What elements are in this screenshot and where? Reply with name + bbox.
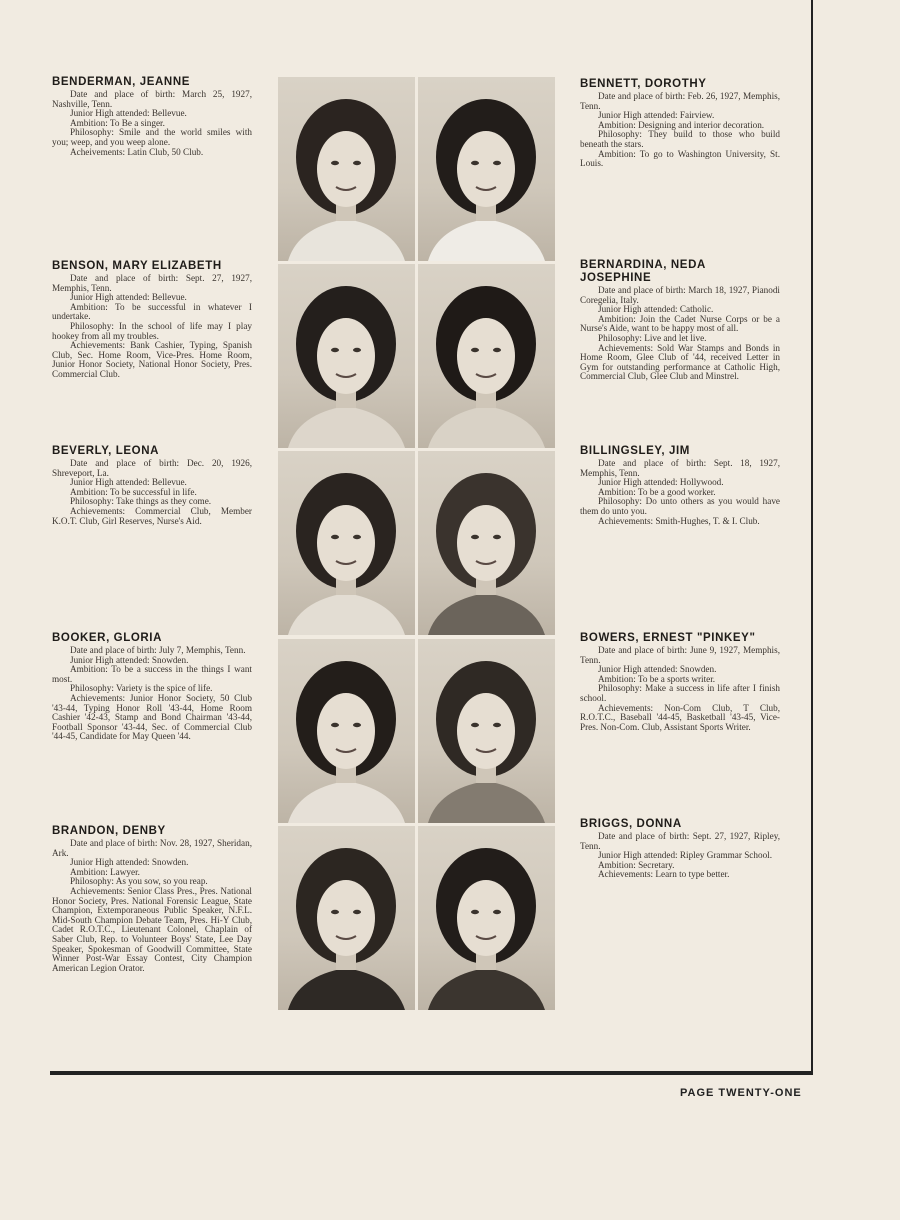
bio-line: Junior High attended: Bellevue.: [70, 292, 187, 303]
entry-benderman: [52, 76, 252, 157]
bio-line: Ambition: Join the Cadet Nurse Corps or be a Nurse's Aide, want to be happy most of all.: [580, 313, 780, 334]
bio-line: Philosophy: Take things as they come.: [70, 496, 212, 507]
student-bio: [580, 92, 780, 169]
bio-line: Ambition: To be successful in whatever I undertake.: [52, 301, 252, 322]
bio-line: Ambition: To be a success in the things I want most.: [52, 664, 252, 684]
bio-line: Junior High attended: Snowden.: [598, 664, 717, 675]
bio-line: Ambition: To be a good worker.: [598, 486, 716, 497]
entry-billingsley: [580, 445, 780, 526]
entry-briggs: [580, 818, 780, 880]
portrait-silhouette: [418, 826, 555, 1010]
bio-line: Philosophy: As you sow, so you reap.: [70, 876, 208, 887]
bio-line: Date and place of birth: Sept. 27, 1927, Memphis, Tenn.: [52, 273, 252, 293]
bio-line: Achievements: Learn to type better.: [598, 869, 730, 880]
student-bio: [52, 459, 252, 526]
bio-line: Junior High attended: Fairview.: [598, 110, 715, 121]
bio-line: Junior High attended: Bellevue.: [70, 477, 187, 488]
page-number: PAGE TWENTY-ONE: [680, 1087, 802, 1099]
bio-line: Philosophy: Do unto others as you would have them do unto you.: [580, 496, 780, 516]
portrait-photo: [278, 639, 415, 823]
portrait-silhouette: [278, 826, 415, 1010]
bio-line: Date and place of birth: July 7, Memphis, Tenn.: [70, 645, 246, 655]
student-name: BENNETT, DOROTHY: [580, 78, 707, 90]
portrait-photo: [418, 264, 555, 448]
portrait-silhouette: [418, 451, 555, 635]
student-bio: [52, 646, 252, 742]
student-name: BENSON, MARY ELIZABETH: [52, 260, 222, 272]
bio-line: Junior High attended: Snowden.: [70, 654, 189, 665]
portrait-silhouette: [278, 77, 415, 261]
bio-line: Date and place of birth: Dec. 20, 1926, Shreveport, La.: [52, 458, 252, 478]
bio-line: Achievements: Sold War Stamps and Bonds in Home Room, Glee Club of '44, received Letter in Gym for outstanding performance at Catholic High, Commercial Club, Glee Club and Minstrel.: [580, 342, 780, 382]
student-bio: [580, 459, 780, 526]
bio-line: Achievements: Commercial Club, Member K.O.T. Club, Girl Reserves, Nurse's Aid.: [52, 505, 252, 526]
bio-line: Date and place of birth: March 25, 1927, Nashville, Tenn.: [52, 89, 252, 109]
student-name: BENDERMAN, JEANNE: [52, 76, 190, 88]
bio-line: Junior High attended: Catholic.: [598, 304, 714, 315]
bio-line: Ambition: To go to Washington University, St. Louis.: [580, 148, 780, 169]
student-name: BOWERS, ERNEST "PINKEY": [580, 632, 756, 644]
portrait-photo: [418, 77, 555, 261]
entry-bowers: [580, 632, 780, 732]
entry-booker: [52, 632, 252, 742]
entry-bernardina: [580, 259, 780, 382]
portrait-silhouette: [418, 264, 555, 448]
portrait-silhouette: [278, 264, 415, 448]
portrait-silhouette: [418, 639, 555, 823]
portrait-photo: [278, 264, 415, 448]
student-bio: [580, 646, 780, 732]
bio-line: Date and place of birth: Sept. 18, 1927, Memphis, Tenn.: [580, 458, 780, 478]
bio-line: Achievements: Bank Cashier, Typing, Spanish Club, Sec. Home Room, Vice-Pres. Home Room, Junior Honor Society, National Honor Society, Pres. Commercial Club.: [52, 340, 252, 379]
portrait-silhouette: [278, 639, 415, 823]
bio-line: Date and place of birth: June 9, 1927, Memphis, Tenn.: [580, 645, 780, 665]
portrait-silhouette: [278, 451, 415, 635]
bio-line: Junior High attended: Snowden.: [70, 857, 189, 868]
bio-line: Junior High attended: Hollywood.: [598, 477, 724, 488]
entry-bennett: [580, 78, 780, 169]
student-name: BRIGGS, DONNA: [580, 818, 682, 830]
bio-line: Achievements: Senior Class Pres., Pres. National Honor Society, Pres. National Forensic League, State Champion, Extemporaneous Public Speaker, N.F.L. Mid-South Champion Debate Team, Pres. Hi-Y Club, Cadet R.O.T.C., Lieutenant Colonel, Chaplain of Saber Club, Rep. to Volunteer Boys' State, Lee Day Speaker, Spokesman of Goodwill Committee, State Winner Post-War Essay Contest, City Champion American Legion Orator.: [52, 885, 252, 973]
portrait-photo: [418, 639, 555, 823]
bio-line: Junior High attended: Bellevue.: [70, 108, 187, 119]
portrait-photo: [418, 451, 555, 635]
right-border-rule: [811, 0, 813, 1074]
bio-line: Philosophy: They build to those who build beneath the stars.: [580, 129, 780, 149]
bio-line: Ambition: To be a sports writer.: [598, 673, 716, 684]
student-name: BERNARDINA, NEDA JOSEPHINE: [580, 259, 706, 284]
entry-brandon: [52, 825, 252, 973]
portrait-photo: [418, 826, 555, 1010]
student-name: BEVERLY, LEONA: [52, 445, 160, 457]
bio-line: Achievements: Junior Honor Society, 50 Club '43-44, Typing Honor Roll '43-44, Home Room Cashier '42-43, Stamp and Bond Chairman '43-44, Football Sponsor '43-44, Sec. of Commercial Club '44-45, Candidate for May Queen '44.: [52, 692, 252, 742]
bio-line: Date and place of birth: March 18, 1927, Pianodi Coregelia, Italy.: [580, 285, 780, 305]
bio-line: Ambition: Designing and interior decoration.: [598, 119, 765, 130]
bio-line: Philosophy: Variety is the spice of life.: [70, 683, 213, 694]
student-bio: [580, 286, 780, 382]
bio-line: Philosophy: Make a success in life after I finish school.: [580, 683, 780, 703]
student-bio: [52, 274, 252, 380]
bio-line: Date and place of birth: Feb. 26, 1927, Memphis, Tenn.: [580, 91, 780, 111]
portrait-photo: [278, 451, 415, 635]
bio-line: Acheivements: Latin Club, 50 Club.: [70, 146, 204, 157]
bio-line: Ambition: Secretary.: [598, 859, 675, 870]
bottom-border-rule: [50, 1071, 813, 1075]
portrait-photo: [278, 77, 415, 261]
student-name: BILLINGSLEY, JIM: [580, 445, 690, 457]
bio-line: Junior High attended: Ripley Grammar School.: [598, 850, 773, 861]
entry-beverly: [52, 445, 252, 526]
bio-line: Date and place of birth: Nov. 28, 1927, Sheridan, Ark.: [52, 838, 252, 858]
bio-line: Date and place of birth: Sept. 27, 1927, Ripley, Tenn.: [580, 831, 780, 851]
portrait-photo: [278, 826, 415, 1010]
bio-line: Achievements: Non-Com Club, T Club, R.O.T.C., Baseball '44-45, Basketball '43-45, Vice-Pres. Non-Com. Club, Assistant Sports Writer.: [580, 702, 780, 732]
entry-benson: [52, 260, 252, 380]
bio-line: Philosophy: Smile and the world smiles with you; weep, and you weep alone.: [52, 127, 252, 147]
bio-line: Ambition: To be successful in life.: [70, 486, 197, 497]
student-bio: [52, 90, 252, 157]
bio-line: Philosophy: In the school of life may I play hookey from all my troubles.: [52, 320, 252, 341]
student-bio: [52, 839, 252, 973]
student-bio: [580, 832, 780, 880]
bio-line: Ambition: To Be a singer.: [70, 117, 165, 128]
student-name: BOOKER, GLORIA: [52, 632, 162, 644]
bio-line: Ambition: Lawyer.: [70, 866, 140, 877]
bio-line: Philosophy: Live and let live.: [598, 332, 707, 343]
bio-line: Achievements: Smith-Hughes, T. & I. Club.: [598, 515, 760, 526]
student-name: BRANDON, DENBY: [52, 825, 166, 837]
portrait-silhouette: [418, 77, 555, 261]
